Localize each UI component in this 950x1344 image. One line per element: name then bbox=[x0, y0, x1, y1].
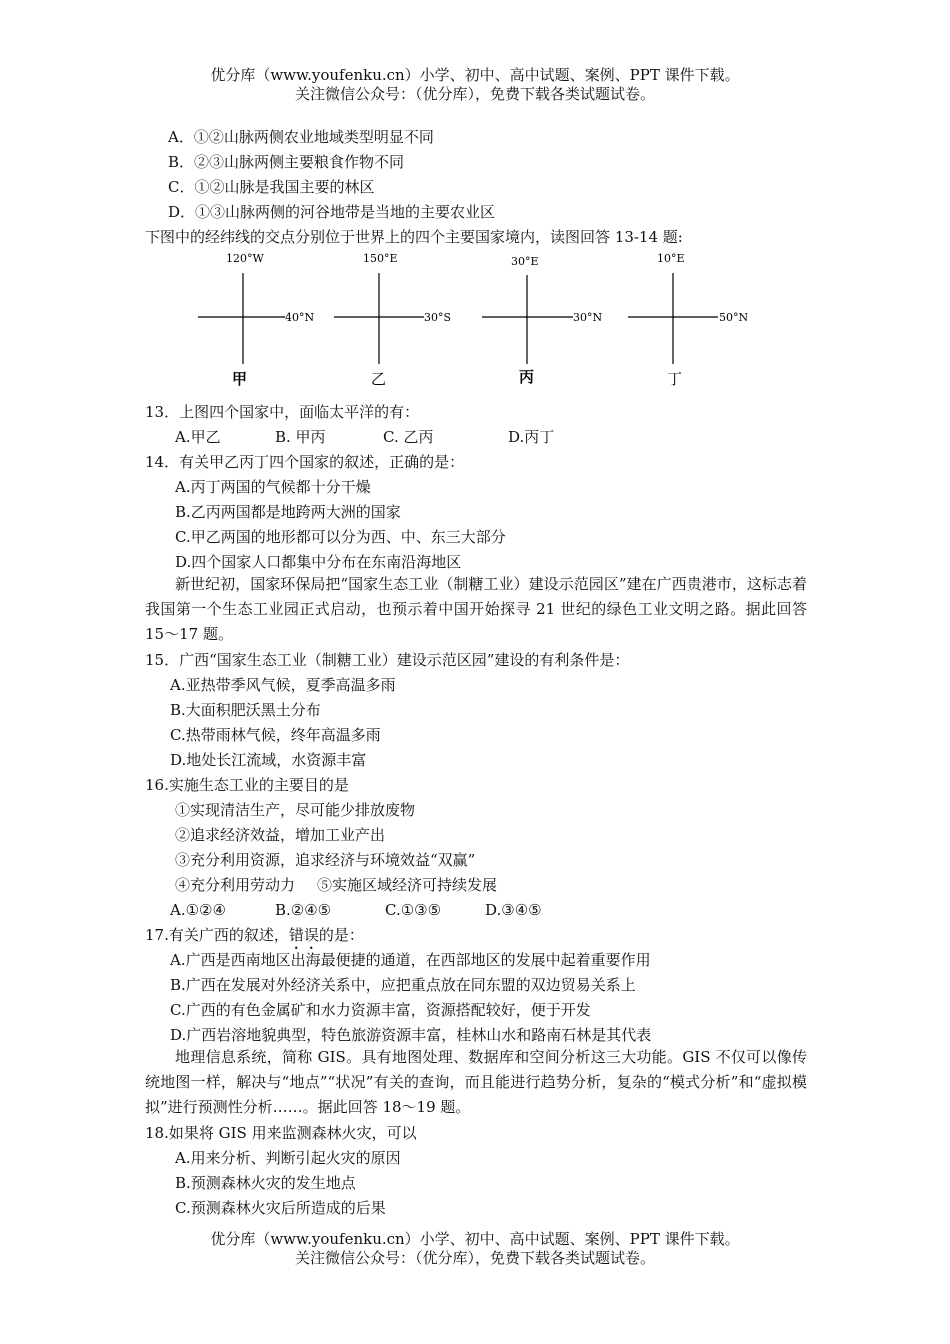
q12-option-a: A．①②山脉两侧农业地域类型明显不同 bbox=[168, 128, 434, 146]
q16-option-b: B.②④⑤ bbox=[275, 901, 332, 919]
q15-option-c: C.热带雨林气候，终年高温多雨 bbox=[170, 726, 381, 744]
q14-option-c: C.甲乙两国的地形都可以分为西、中、东三大部分 bbox=[175, 528, 506, 546]
q12-option-c: C．①②山脉是我国主要的林区 bbox=[168, 178, 375, 196]
parallel-label-bing: 30°N bbox=[573, 311, 603, 324]
cross-jia bbox=[198, 252, 314, 388]
q17-option-d: D.广西岩溶地貌典型，特色旅游资源丰富，桂林山水和路南石林是其代表 bbox=[170, 1026, 652, 1044]
q16-item-4-5 bbox=[175, 875, 497, 895]
q16-item-5: ⑤实施区域经济可持续发展 bbox=[317, 876, 498, 894]
q16-item-1: ①实现清洁生产，尽可能少排放废物 bbox=[175, 801, 416, 819]
passage-18-19-text: 地理信息系统，简称 GIS。具有地图处理、数据库和空间分析这三大功能。GIS 不仅可以像传统地图一样，解决与“地点”“状况”有关的查询，而且能进行趋势分析，复杂的“模式分析”和“虚拟模拟”进行预测性分析……。据此回答 18～19 题。 bbox=[145, 1048, 807, 1116]
q15-stem: 15．广西“国家生态工业（制糖工业）建设示范区园”建设的有利条件是： bbox=[145, 651, 630, 669]
page-header bbox=[0, 66, 950, 104]
q14-option-d: D.四个国家人口都集中分布在东南沿海地区 bbox=[175, 553, 462, 571]
q13-stem: 13．上图四个国家中，面临太平洋的有： bbox=[145, 403, 420, 421]
q13-option-d: D.丙丁 bbox=[508, 428, 555, 446]
q16-options bbox=[170, 900, 542, 920]
q12-option-b: B．②③山脉两侧主要粮食作物不同 bbox=[168, 153, 405, 171]
footer-line-1: 优分库（www.youfenku.cn）小学、初中、高中试题、案例、PPT 课件下载。 bbox=[210, 1230, 740, 1248]
q16-item-4: ④充分利用劳动力 bbox=[175, 876, 296, 894]
q15-option-d: D.地处长江流域，水资源丰富 bbox=[170, 751, 367, 769]
footer-line-2: 关注微信公众号：（优分库），免费下载各类试题试卷。 bbox=[294, 1249, 655, 1267]
q12-option-d: D．①③山脉两侧的河谷地带是当地的主要农业区 bbox=[168, 203, 496, 221]
q16-item-3: ③充分利用资源，追求经济与环境效益“双赢” bbox=[175, 851, 476, 869]
passage-15-17 bbox=[145, 572, 807, 647]
q13-options bbox=[175, 427, 554, 447]
q18-option-c: C.预测森林火灾后所造成的后果 bbox=[175, 1199, 386, 1217]
q13-option-c: C. 乙丙 bbox=[383, 428, 434, 446]
q15-option-b: B.大面积肥沃黑土分布 bbox=[170, 701, 321, 719]
cross-bing bbox=[482, 255, 602, 386]
country-label-ding: 丁 bbox=[667, 370, 683, 388]
q17-option-c: C.广西的有色金属矿和水力资源丰富，资源搭配较好，便于开发 bbox=[170, 1001, 591, 1019]
q16-option-c: C.①③⑤ bbox=[385, 901, 442, 919]
meridian-label-yi: 150°E bbox=[363, 252, 398, 265]
q17-stem: 17.有关广西的叙述，错误的是： bbox=[145, 926, 364, 944]
q16-item-2: ②追求经济效益，增加工业产出 bbox=[175, 826, 386, 844]
q16-stem: 16.实施生态工业的主要目的是 bbox=[145, 776, 349, 794]
passage-15-17-text: 新世纪初，国家环保局把“国家生态工业（制糖工业）建设示范园区”建在广西贵港市，这标志着我国第一个生态工业园正式启动，也预示着中国开始探寻 21 世纪的绿色工业文明之路。据此回答 15～17 题。 bbox=[145, 575, 807, 643]
meridian-label-jia: 120°W bbox=[226, 252, 264, 265]
q16-option-a: A.①②④ bbox=[170, 901, 226, 919]
parallel-label-ding: 50°N bbox=[719, 311, 749, 324]
parallel-label-yi: 30°S bbox=[424, 311, 452, 324]
cross-yi bbox=[334, 252, 451, 388]
q14-option-a: A.丙丁两国的气候都十分干燥 bbox=[175, 478, 371, 496]
parallel-label-jia: 40°N bbox=[285, 311, 315, 324]
meridian-label-bing: 30°E bbox=[511, 255, 539, 268]
lat-long-diagram bbox=[0, 248, 950, 398]
country-label-yi: 乙 bbox=[371, 370, 387, 388]
q16-option-d: D.③④⑤ bbox=[485, 901, 542, 919]
meridian-label-ding: 10°E bbox=[657, 252, 685, 265]
header-line-2: 关注微信公众号：（优分库），免费下载各类试题试卷。 bbox=[294, 85, 655, 103]
q18-stem: 18.如果将 GIS 用来监测森林火灾，可以 bbox=[145, 1124, 417, 1142]
header-line-1: 优分库（www.youfenku.cn）小学、初中、高中试题、案例、PPT 课件下载。 bbox=[210, 66, 740, 84]
intro-13-14: 下图中的经纬线的交点分别位于世界上的四个主要国家境内，读图回答 13-14 题: bbox=[145, 228, 683, 246]
page-footer bbox=[0, 1230, 950, 1268]
q14-stem: 14．有关甲乙丙丁四个国家的叙述，正确的是： bbox=[145, 453, 465, 471]
passage-18-19 bbox=[145, 1045, 807, 1120]
q17-option-a: A.广西是西南地区出海最便捷的通道，在西部地区的发展中起着重要作用 bbox=[170, 951, 651, 969]
q13-option-b: B. 甲丙 bbox=[275, 428, 326, 446]
q15-option-a: A.亚热带季风气候，夏季高温多雨 bbox=[170, 676, 396, 694]
q13-option-a: A.甲乙 bbox=[175, 428, 221, 446]
country-label-bing: 丙 bbox=[519, 368, 535, 386]
q18-option-b: B.预测森林火灾的发生地点 bbox=[175, 1174, 356, 1192]
q17-option-b: B.广西在发展对外经济关系中，应把重点放在同东盟的双边贸易关系上 bbox=[170, 976, 636, 994]
q14-option-b: B.乙丙两国都是地跨两大洲的国家 bbox=[175, 503, 401, 521]
q18-option-a: A.用来分析、判断引起火灾的原因 bbox=[175, 1149, 401, 1167]
country-label-jia: 甲 bbox=[232, 370, 248, 388]
cross-ding bbox=[628, 252, 748, 388]
q17-emphasis: 错误 bbox=[288, 926, 319, 944]
